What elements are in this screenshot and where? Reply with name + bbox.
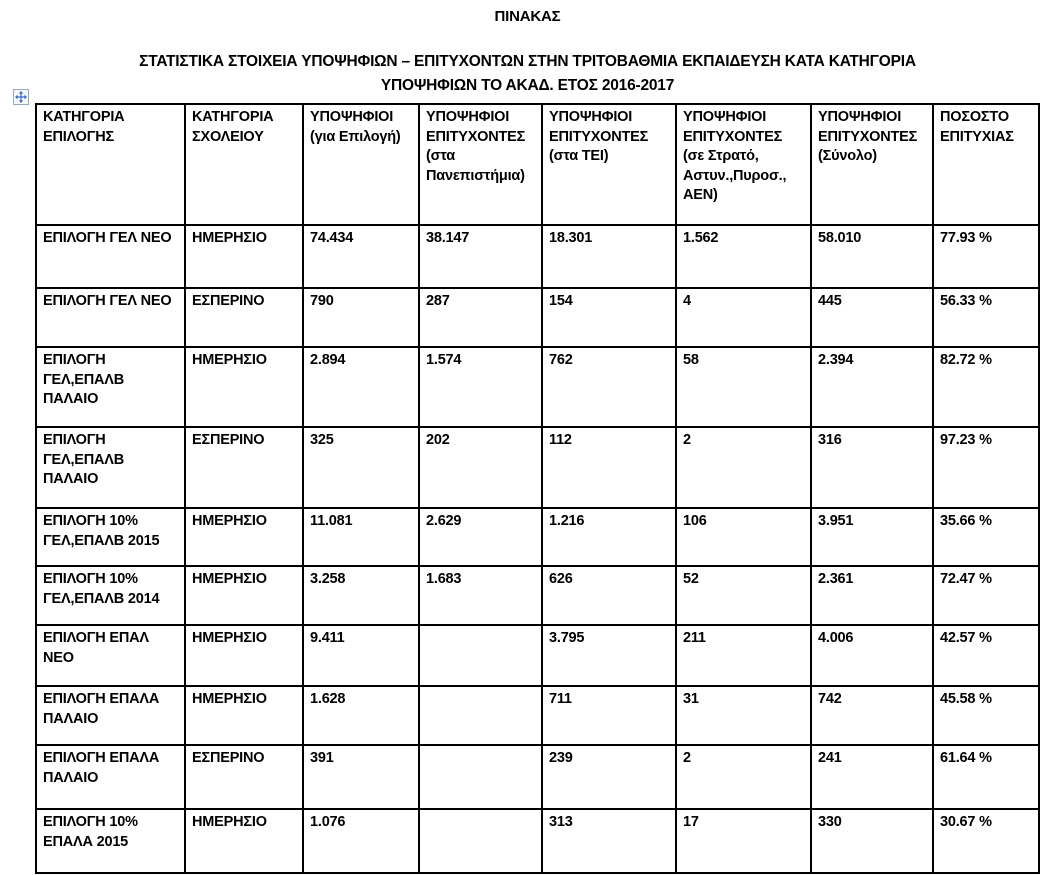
- statistics-table: [35, 103, 1040, 874]
- table-cell: 742: [811, 686, 933, 745]
- table-cell: 1.574: [419, 347, 542, 427]
- table-cell: 325: [303, 427, 419, 508]
- table-cell: 790: [303, 288, 419, 347]
- table-cell: 4: [676, 288, 811, 347]
- table-row: [36, 809, 1039, 873]
- row-label-cell: ΕΠΙΛΟΓΗ 10% ΓΕΛ,ΕΠΑΛΒ 2015: [36, 508, 185, 566]
- column-header-candidates: ΥΠΟΨΗΦΙΟΙ (για Επιλογή): [303, 104, 419, 225]
- table-row: [36, 745, 1039, 809]
- table-header-row: [36, 104, 1039, 225]
- table-cell: 56.33 %: [933, 288, 1039, 347]
- column-header-category: ΚΑΤΗΓΟΡΙΑ ΕΠΙΛΟΓΗΣ: [36, 104, 185, 225]
- table-cell: [419, 686, 542, 745]
- table-cell: ΗΜΕΡΗΣΙΟ: [185, 508, 303, 566]
- column-header-tei: ΥΠΟΨΗΦΙΟΙ ΕΠΙΤΥΧΟΝΤΕΣ (στα ΤΕΙ): [542, 104, 676, 225]
- table-cell: 711: [542, 686, 676, 745]
- row-label-cell: ΕΠΙΛΟΓΗ ΓΕΛ ΝΕΟ: [36, 288, 185, 347]
- table-cell: 18.301: [542, 225, 676, 288]
- table-cell: 330: [811, 809, 933, 873]
- table-cell: 82.72 %: [933, 347, 1039, 427]
- table-cell: 202: [419, 427, 542, 508]
- page-subtitle: [0, 50, 1055, 98]
- table-cell: 17: [676, 809, 811, 873]
- column-header-military: ΥΠΟΨΗΦΙΟΙ ΕΠΙΤΥΧΟΝΤΕΣ (σε Στρατό, Αστυν.,Πυροσ., ΑΕΝ): [676, 104, 811, 225]
- table-cell: 31: [676, 686, 811, 745]
- column-header-universities: ΥΠΟΨΗΦΙΟΙ ΕΠΙΤΥΧΟΝΤΕΣ (στα Πανεπιστήμια): [419, 104, 542, 225]
- table-cell: 3.951: [811, 508, 933, 566]
- table-cell: 313: [542, 809, 676, 873]
- page-title: ΠΙΝΑΚΑΣ: [494, 8, 561, 25]
- four-way-arrows-icon: [15, 91, 27, 103]
- row-label-cell: ΕΠΙΛΟΓΗ ΕΠΑΛ ΝΕΟ: [36, 625, 185, 686]
- table-cell: 2.361: [811, 566, 933, 625]
- table-cell: ΗΜΕΡΗΣΙΟ: [185, 809, 303, 873]
- table-cell: 77.93 %: [933, 225, 1039, 288]
- table-cell: 1.076: [303, 809, 419, 873]
- table-row: [36, 225, 1039, 288]
- table-cell: ΗΜΕΡΗΣΙΟ: [185, 625, 303, 686]
- table-cell: 112: [542, 427, 676, 508]
- table-cell: ΗΜΕΡΗΣΙΟ: [185, 686, 303, 745]
- table-cell: 106: [676, 508, 811, 566]
- table-row: [36, 288, 1039, 347]
- table-cell: 762: [542, 347, 676, 427]
- table-cell: 239: [542, 745, 676, 809]
- table-cell: 1.562: [676, 225, 811, 288]
- table-row: [36, 566, 1039, 625]
- table-cell: ΗΜΕΡΗΣΙΟ: [185, 347, 303, 427]
- table-cell: ΕΣΠΕΡΙΝΟ: [185, 288, 303, 347]
- table-cell: 52: [676, 566, 811, 625]
- table-cell: 2: [676, 745, 811, 809]
- table-cell: 316: [811, 427, 933, 508]
- table-cell: ΗΜΕΡΗΣΙΟ: [185, 225, 303, 288]
- table-cell: 3.795: [542, 625, 676, 686]
- table-cell: 391: [303, 745, 419, 809]
- table-move-handle-icon[interactable]: [13, 89, 29, 105]
- table-cell: ΕΣΠΕΡΙΝΟ: [185, 745, 303, 809]
- row-label-cell: ΕΠΙΛΟΓΗ ΓΕΛ ΝΕΟ: [36, 225, 185, 288]
- table-cell: 35.66 %: [933, 508, 1039, 566]
- table-cell: 2.629: [419, 508, 542, 566]
- table-cell: 42.57 %: [933, 625, 1039, 686]
- table-cell: 2.894: [303, 347, 419, 427]
- page-subtitle-line1: ΣΤΑΤΙΣΤΙΚΑ ΣΤΟΙΧΕΙΑ ΥΠΟΨΗΦΙΩΝ – ΕΠΙΤΥΧΟΝΤΩΝ ΣΤΗΝ ΤΡΙΤΟΒΑΘΜΙΑ ΕΚΠΑΙΔΕΥΣΗ ΚΑΤΑ ΚΑΤΗΓΟΡΙΑ: [139, 53, 916, 70]
- table-cell: 74.434: [303, 225, 419, 288]
- table-cell: 38.147: [419, 225, 542, 288]
- table-cell: 45.58 %: [933, 686, 1039, 745]
- table-cell: ΕΣΠΕΡΙΝΟ: [185, 427, 303, 508]
- table-cell: 58.010: [811, 225, 933, 288]
- table-row: [36, 427, 1039, 508]
- column-header-total: ΥΠΟΨΗΦΙΟΙ ΕΠΙΤΥΧΟΝΤΕΣ (Σύνολο): [811, 104, 933, 225]
- table-row: [36, 347, 1039, 427]
- table-cell: 97.23 %: [933, 427, 1039, 508]
- document-header: [0, 0, 1055, 98]
- table-cell: 61.64 %: [933, 745, 1039, 809]
- row-label-cell: ΕΠΙΛΟΓΗ ΓΕΛ,ΕΠΑΛΒ ΠΑΛΑΙΟ: [36, 427, 185, 508]
- page-subtitle-line2: ΥΠΟΨΗΦΙΩΝ ΤΟ ΑΚΑΔ. ΕΤΟΣ 2016-2017: [380, 77, 675, 94]
- row-label-cell: ΕΠΙΛΟΓΗ 10% ΕΠΑΛΑ 2015: [36, 809, 185, 873]
- table-cell: 2: [676, 427, 811, 508]
- column-header-school-type: ΚΑΤΗΓΟΡΙΑ ΣΧΟΛΕΙΟΥ: [185, 104, 303, 225]
- table-cell: 1.683: [419, 566, 542, 625]
- table-cell: 9.411: [303, 625, 419, 686]
- table-cell: [419, 809, 542, 873]
- table-cell: 58: [676, 347, 811, 427]
- table-cell: 445: [811, 288, 933, 347]
- table-cell: 72.47 %: [933, 566, 1039, 625]
- table-cell: 11.081: [303, 508, 419, 566]
- table-cell: ΗΜΕΡΗΣΙΟ: [185, 566, 303, 625]
- table-cell: 241: [811, 745, 933, 809]
- table-cell: 30.67 %: [933, 809, 1039, 873]
- table-cell: 1.216: [542, 508, 676, 566]
- table-cell: 626: [542, 566, 676, 625]
- table-cell: 211: [676, 625, 811, 686]
- table-cell: [419, 745, 542, 809]
- row-label-cell: ΕΠΙΛΟΓΗ ΕΠΑΛΑ ΠΑΛΑΙΟ: [36, 686, 185, 745]
- column-header-success-rate: ΠΟΣΟΣΤΟ ΕΠΙΤΥΧΙΑΣ: [933, 104, 1039, 225]
- table-row: [36, 625, 1039, 686]
- table-cell: 2.394: [811, 347, 933, 427]
- table-row: [36, 508, 1039, 566]
- row-label-cell: ΕΠΙΛΟΓΗ ΕΠΑΛΑ ΠΑΛΑΙΟ: [36, 745, 185, 809]
- table-cell: 287: [419, 288, 542, 347]
- table-cell: 3.258: [303, 566, 419, 625]
- row-label-cell: ΕΠΙΛΟΓΗ ΓΕΛ,ΕΠΑΛΒ ΠΑΛΑΙΟ: [36, 347, 185, 427]
- table-cell: 154: [542, 288, 676, 347]
- table-row: [36, 686, 1039, 745]
- row-label-cell: ΕΠΙΛΟΓΗ 10% ΓΕΛ,ΕΠΑΛΒ 2014: [36, 566, 185, 625]
- table-cell: 1.628: [303, 686, 419, 745]
- table-cell: [419, 625, 542, 686]
- table-cell: 4.006: [811, 625, 933, 686]
